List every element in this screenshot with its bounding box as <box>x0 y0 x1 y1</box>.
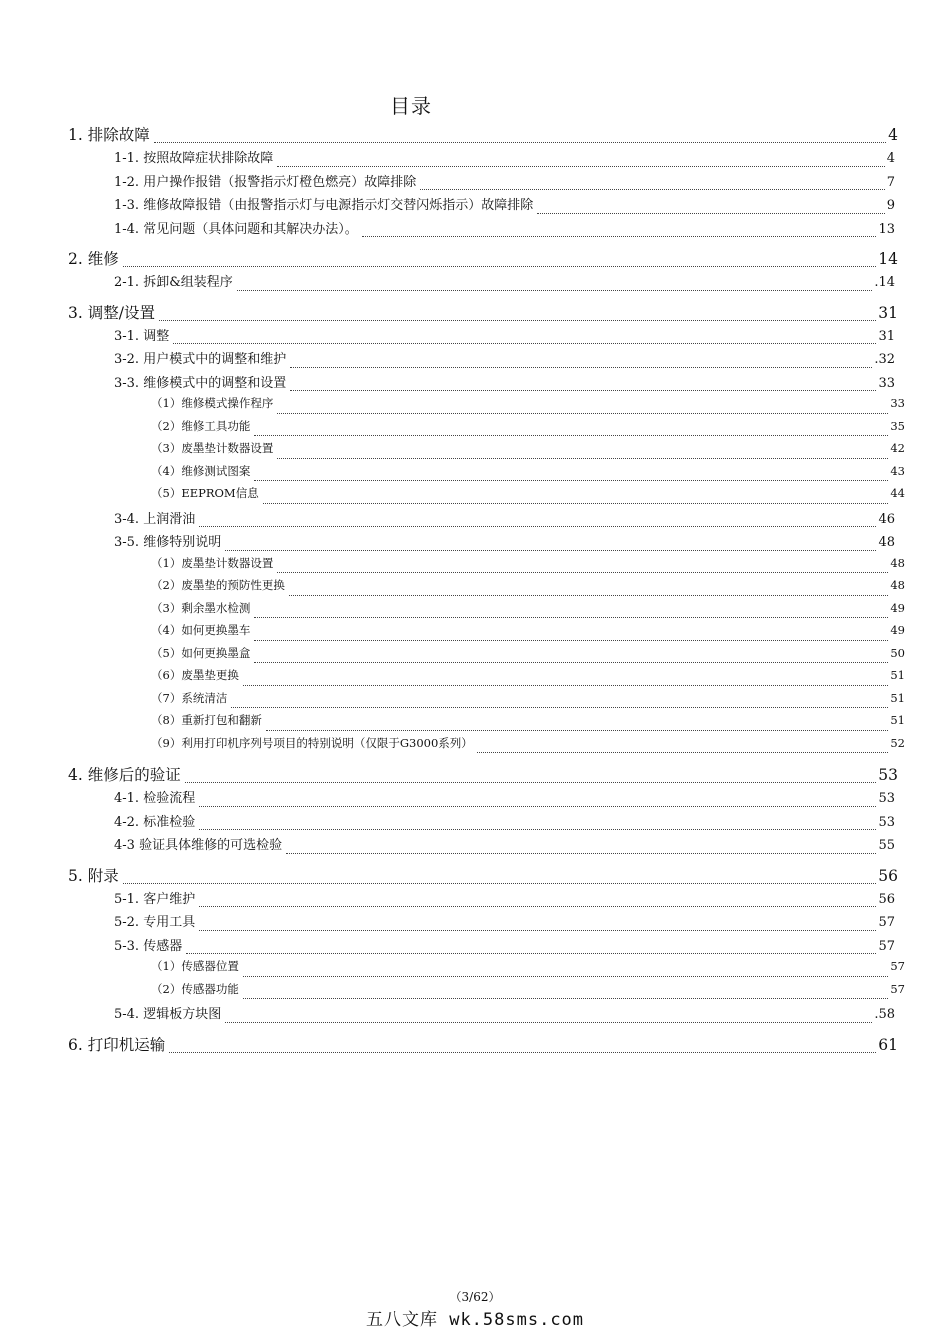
dot-leader <box>243 997 889 999</box>
dot-leader <box>169 1051 876 1053</box>
toc-entry[interactable] <box>0 440 905 463</box>
toc-entry-page: 13 <box>878 221 895 237</box>
toc-entry[interactable] <box>0 123 898 147</box>
toc-entry-page: 4 <box>888 126 898 144</box>
toc-entry-label: 5-4. 逻辑板方块图 <box>114 1007 222 1022</box>
toc-entry-label: （2）废墨垫的预防性更换 <box>151 578 285 592</box>
dot-leader <box>254 434 888 436</box>
toc-entry-page: 52 <box>890 735 905 750</box>
toc-entry-label: （9）利用打印机序列号项目的特别说明（仅限于G3000系列） <box>151 735 473 750</box>
toc-entry-label: 5. 附录 <box>68 866 119 885</box>
toc-entry-label: 1. 排除故障 <box>68 126 150 144</box>
toc-entry[interactable] <box>0 864 898 888</box>
toc-entry-page: 33 <box>878 375 895 391</box>
dot-leader <box>243 684 889 686</box>
toc-entry-page: 56 <box>878 866 898 885</box>
toc-entry[interactable] <box>0 271 895 295</box>
toc-entry[interactable] <box>0 348 895 372</box>
dot-leader <box>123 265 877 267</box>
toc-entry[interactable] <box>0 888 895 912</box>
dot-leader <box>266 729 889 731</box>
toc-entry-page: 48 <box>890 578 905 592</box>
toc-entry[interactable] <box>0 372 895 396</box>
dot-leader <box>263 502 889 504</box>
dot-leader <box>199 929 876 931</box>
dot-leader <box>243 975 889 977</box>
toc-entry[interactable] <box>0 301 898 325</box>
toc-entry[interactable] <box>0 395 905 418</box>
toc-entry-page: 4 <box>886 151 895 166</box>
toc-entry-page: 35 <box>890 418 905 433</box>
dot-leader <box>237 289 873 291</box>
toc-entry-label: 3-4. 上润滑油 <box>114 511 196 527</box>
dot-leader <box>286 852 876 854</box>
dot-leader <box>277 457 888 459</box>
toc-entry-page: 44 <box>890 486 905 500</box>
toc-entry[interactable] <box>0 958 905 981</box>
toc-entry-page: 57 <box>878 938 895 954</box>
dot-leader <box>477 751 889 753</box>
toc-entry-page: .32 <box>874 352 895 367</box>
toc-entry[interactable] <box>0 147 895 171</box>
toc-entry[interactable] <box>0 577 905 600</box>
dot-leader <box>199 905 876 907</box>
dot-leader <box>290 366 872 368</box>
toc-entry[interactable] <box>0 787 895 811</box>
toc-entry-page: 61 <box>878 1035 898 1054</box>
toc-entry-label: （4）维修测试图案 <box>151 463 251 478</box>
toc-entry-page: 49 <box>890 623 905 637</box>
toc-entry[interactable] <box>0 911 895 935</box>
toc-entry[interactable] <box>0 325 895 349</box>
toc-entry-page: 53 <box>878 791 895 806</box>
toc-entry-label: 3-2. 用户模式中的调整和维护 <box>114 352 287 367</box>
toc-entry-label: 4-3 验证具体维修的可选检验 <box>114 838 283 853</box>
toc-entry[interactable] <box>0 485 905 508</box>
toc-entry-page: 50 <box>890 645 905 660</box>
dot-leader <box>254 639 888 641</box>
toc-entry-label: 3. 调整/设置 <box>68 303 155 322</box>
dot-leader <box>123 882 877 884</box>
toc-entry-label: （7）系统清洁 <box>151 690 228 705</box>
dot-leader <box>173 342 876 344</box>
table-of-contents <box>0 123 950 1057</box>
toc-entry-label: 3-1. 调整 <box>114 328 170 344</box>
toc-entry-page: 55 <box>878 838 895 853</box>
toc-entry-label: （2）维修工具功能 <box>151 418 251 433</box>
dot-leader <box>231 706 888 708</box>
toc-entry-label: 3-5. 维修特别说明 <box>114 535 222 550</box>
toc-entry-page: 53 <box>878 814 895 830</box>
toc-entry-page: .58 <box>874 1007 895 1022</box>
toc-entry-label: （5）EEPROM信息 <box>151 486 259 500</box>
toc-entry[interactable] <box>0 690 905 713</box>
toc-entry-label: 4-2. 标准检验 <box>114 814 196 830</box>
dot-leader <box>254 661 888 663</box>
dot-leader <box>225 1021 872 1023</box>
dot-leader <box>277 412 888 414</box>
toc-entry[interactable] <box>0 811 895 835</box>
dot-leader <box>254 479 888 481</box>
toc-entry[interactable] <box>0 418 905 441</box>
dot-leader <box>537 212 885 214</box>
toc-entry-label: （5）如何更换墨盒 <box>151 645 251 660</box>
toc-entry-label: （6）废墨垫更换 <box>151 668 239 682</box>
toc-entry-page: 48 <box>878 535 895 550</box>
toc-entry-page: 57 <box>890 959 905 973</box>
toc-entry-label: 4-1. 检验流程 <box>114 791 196 806</box>
toc-entry[interactable] <box>0 1003 895 1027</box>
toc-entry-page: 57 <box>878 915 895 930</box>
toc-entry-label: 1-3. 维修故障报错（由报警指示灯与电源指示灯交替闪烁指示）故障排除 <box>114 198 534 213</box>
toc-entry-page: 46 <box>878 511 895 527</box>
toc-entry-label: 1-1. 按照故障症状排除故障 <box>114 151 274 166</box>
dot-leader <box>420 188 885 190</box>
toc-entry-page: 49 <box>890 600 905 615</box>
toc-entry[interactable] <box>0 935 895 959</box>
toc-entry-page: 51 <box>890 690 905 705</box>
dot-leader <box>199 828 876 830</box>
toc-entry-page: 31 <box>878 328 895 344</box>
toc-entry-label: （3）废墨垫计数器设置 <box>151 441 274 455</box>
toc-entry[interactable] <box>0 463 905 486</box>
toc-entry[interactable] <box>0 834 895 858</box>
toc-entry-label: 3-3. 维修模式中的调整和设置 <box>114 375 287 391</box>
toc-entry-label: （1）维修模式操作程序 <box>151 396 274 410</box>
toc-entry-page: 57 <box>890 981 905 996</box>
toc-entry[interactable] <box>0 735 905 758</box>
dot-leader <box>225 549 876 551</box>
toc-entry-page: 7 <box>886 174 895 190</box>
toc-entry-page: 33 <box>890 396 905 410</box>
toc-entry-label: 5-3. 传感器 <box>114 938 183 954</box>
toc-entry-label: 1-2. 用户操作报错（报警指示灯橙色燃亮）故障排除 <box>114 174 417 190</box>
toc-entry-label: 5-2. 专用工具 <box>114 915 196 930</box>
toc-entry[interactable] <box>0 247 898 271</box>
toc-entry-page: .14 <box>874 275 895 290</box>
toc-entry-label: （1）废墨垫计数器设置 <box>151 555 274 570</box>
toc-entry[interactable] <box>0 667 905 690</box>
toc-entry[interactable] <box>0 600 905 623</box>
toc-entry[interactable] <box>0 194 895 218</box>
toc-entry[interactable] <box>0 555 905 578</box>
watermark: 五八文库 wk.58sms.com <box>365 1310 585 1330</box>
dot-leader <box>277 571 888 573</box>
dot-leader <box>254 616 888 618</box>
dot-leader <box>277 165 885 167</box>
dot-leader <box>154 141 886 143</box>
toc-entry-page: 14 <box>878 250 898 268</box>
toc-entry[interactable] <box>0 645 905 668</box>
toc-entry-page: 51 <box>890 668 905 682</box>
page-title: 目录 <box>390 94 432 118</box>
toc-entry[interactable] <box>0 622 905 645</box>
toc-entry[interactable] <box>0 508 895 532</box>
toc-entry-label: （4）如何更换墨车 <box>151 623 251 637</box>
toc-entry[interactable] <box>0 981 905 1004</box>
toc-entry-label: （1）传感器位置 <box>151 959 239 973</box>
toc-entry-label: （8）重新打包和翻新 <box>151 713 262 727</box>
toc-entry-label: 4. 维修后的验证 <box>68 766 181 784</box>
dot-leader <box>159 319 876 321</box>
dot-leader <box>185 781 877 783</box>
dot-leader <box>290 389 876 391</box>
toc-entry[interactable] <box>0 763 898 787</box>
toc-entry-label: 2. 维修 <box>68 250 119 268</box>
toc-entry-label: 2-1. 拆卸&组装程序 <box>114 275 233 290</box>
toc-entry-page: 43 <box>890 463 905 478</box>
toc-entry-page: 9 <box>886 198 895 213</box>
toc-entry-label: （2）传感器功能 <box>151 981 239 996</box>
dot-leader <box>199 525 876 527</box>
dot-leader <box>362 235 877 237</box>
toc-entry[interactable] <box>0 171 895 195</box>
toc-entry-page: 56 <box>878 891 895 907</box>
toc-entry[interactable] <box>0 218 895 242</box>
toc-entry-page: 53 <box>878 766 898 784</box>
toc-entry-label: 6. 打印机运输 <box>68 1035 166 1054</box>
toc-entry-label: 1-4. 常见问题（具体问题和其解决办法）。 <box>114 221 358 237</box>
toc-entry-label: 5-1. 客户维护 <box>114 891 196 907</box>
dot-leader <box>289 594 889 596</box>
toc-entry-label: （3）剩余墨水检测 <box>151 600 251 615</box>
toc-entry-page: 42 <box>890 441 905 455</box>
toc-entry[interactable] <box>0 712 905 735</box>
toc-entry-page: 51 <box>890 713 905 727</box>
toc-entry[interactable] <box>0 531 895 555</box>
dot-leader <box>186 952 876 954</box>
page-number: （3/62） <box>449 1290 501 1304</box>
toc-entry[interactable] <box>0 1033 898 1057</box>
toc-entry-page: 48 <box>890 555 905 570</box>
dot-leader <box>199 805 876 807</box>
toc-entry-page: 31 <box>878 303 898 322</box>
